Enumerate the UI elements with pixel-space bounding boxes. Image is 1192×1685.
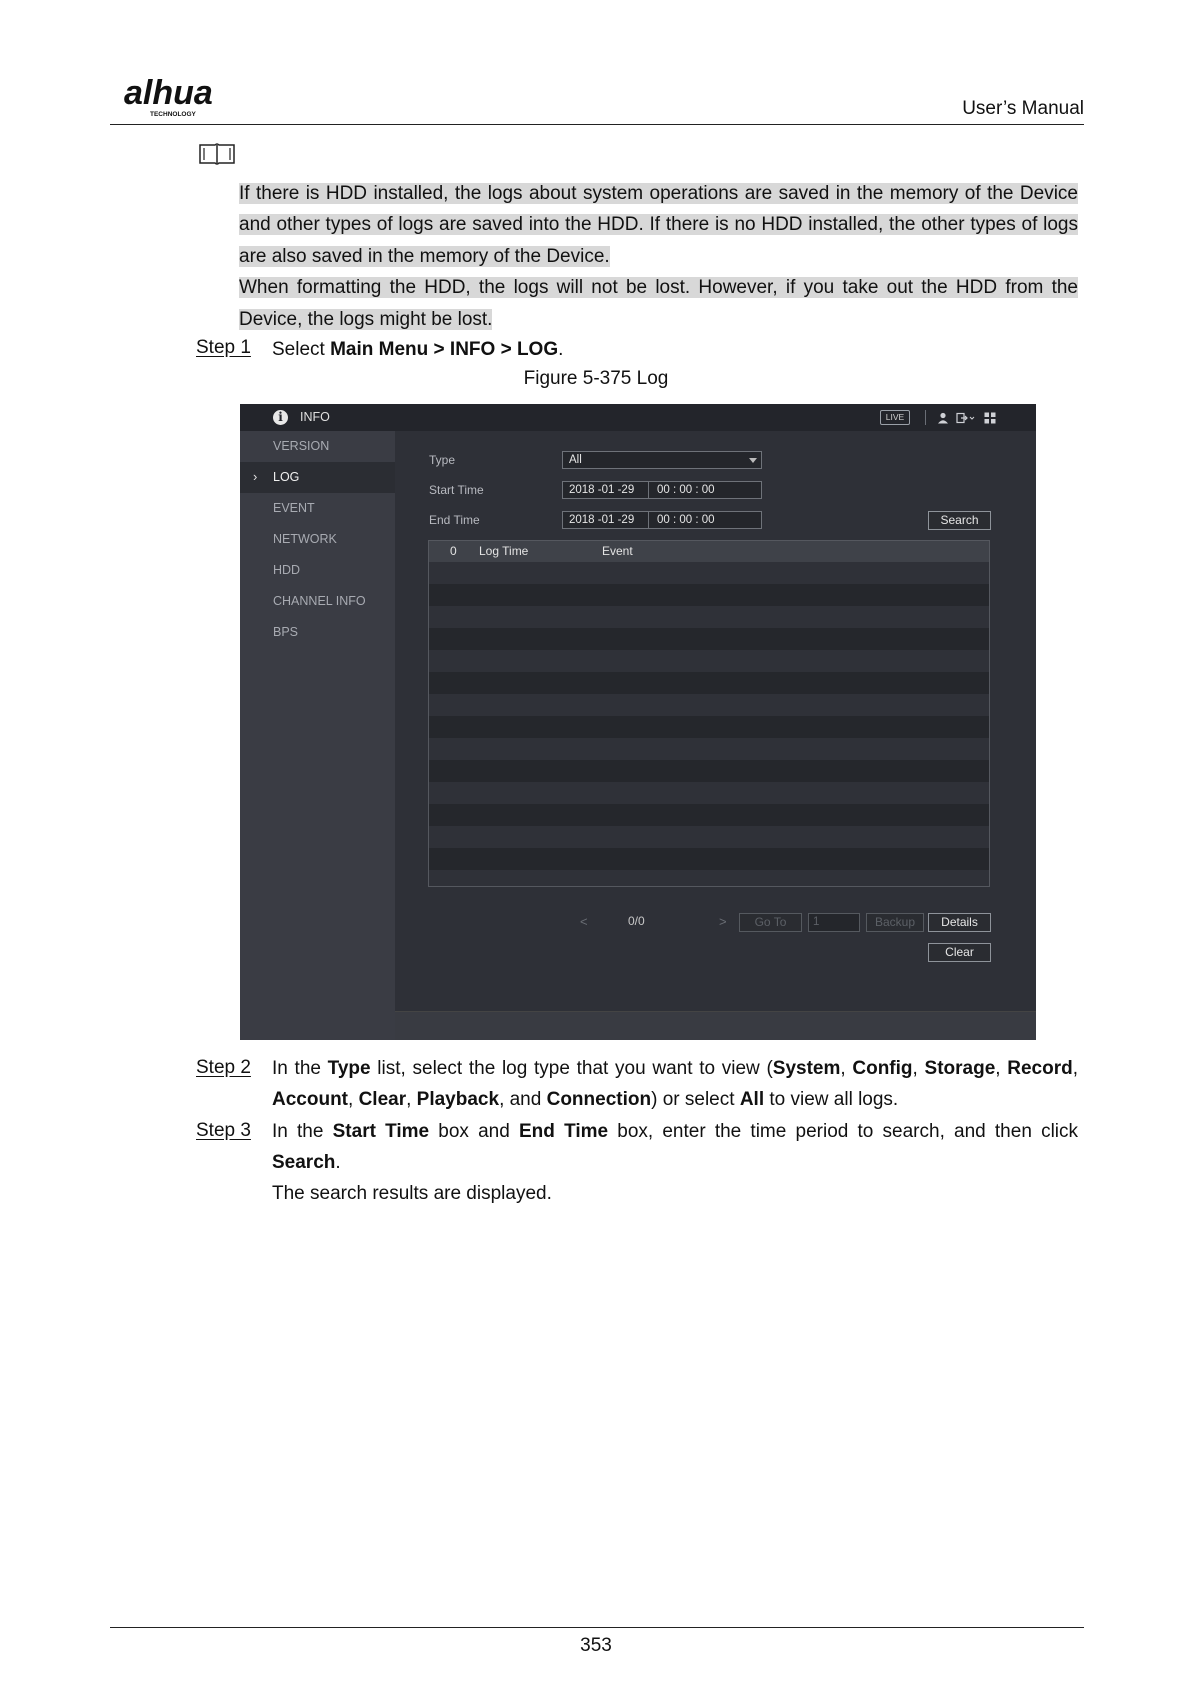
sidebar-item-network[interactable] — [240, 524, 395, 555]
text: , — [840, 1058, 853, 1079]
end-date-value: 2018 -01 -29 — [569, 514, 635, 526]
table-row[interactable] — [429, 760, 989, 782]
bold-term: Type — [327, 1058, 371, 1079]
bold-term: Config — [852, 1058, 913, 1079]
table-row[interactable] — [429, 606, 989, 628]
step-2-label: Step 2 — [196, 1057, 251, 1078]
text: box and — [429, 1121, 519, 1142]
table-row[interactable] — [429, 716, 989, 738]
log-table — [428, 540, 990, 887]
clear-button[interactable]: Clear — [928, 943, 991, 962]
table-row[interactable] — [429, 650, 989, 672]
field-divider — [648, 482, 649, 498]
sidebar-item-hdd[interactable] — [240, 555, 395, 586]
top-bar — [240, 404, 1036, 431]
text: box, enter the time period to search, and then click — [608, 1121, 1079, 1142]
backup-button[interactable]: Backup — [866, 913, 924, 932]
col-log-time[interactable]: Log Time — [479, 544, 529, 558]
page-input-value: 1 — [813, 916, 820, 928]
logo-text: alhua — [124, 74, 213, 112]
col-event[interactable]: Event — [602, 544, 633, 558]
table-row[interactable] — [429, 826, 989, 848]
logo-subtext: TECHNOLOGY — [150, 111, 196, 118]
table-row[interactable] — [429, 584, 989, 606]
chevron-right-icon: › — [253, 469, 258, 484]
sidebar-item-label: HDD — [273, 563, 301, 577]
text: In the — [272, 1121, 333, 1142]
sidebar-item-label: LOG — [273, 470, 300, 484]
note-paragraph-2: When formatting the HDD, the logs will not be lost. However, if you take out the HDD from the Device, the logs might be lost. — [239, 277, 1078, 330]
text: ) or select — [651, 1089, 740, 1111]
live-button[interactable]: LIVE — [880, 410, 910, 425]
sidebar-item-bps[interactable] — [240, 617, 395, 648]
text: In the — [272, 1058, 328, 1079]
topbar-separator — [925, 410, 926, 425]
bold-term: Search — [272, 1152, 336, 1174]
user-icon[interactable] — [937, 411, 949, 423]
table-row[interactable] — [429, 694, 989, 716]
table-row[interactable] — [429, 848, 989, 870]
sidebar — [240, 431, 395, 1040]
step-1-label: Step 1 — [196, 337, 251, 358]
step-1-prefix: Select — [272, 339, 331, 360]
text: , and — [499, 1089, 547, 1111]
end-time-label: End Time — [429, 513, 480, 527]
table-row[interactable] — [429, 738, 989, 760]
sidebar-item-label: NETWORK — [273, 532, 337, 546]
sidebar-item-log[interactable] — [240, 462, 395, 493]
step-3-text — [272, 1116, 1078, 1179]
pager-count: 0/0 — [628, 914, 645, 928]
field-divider — [648, 512, 649, 528]
footer-bar — [395, 1011, 1036, 1040]
type-select[interactable] — [562, 451, 762, 469]
figure-caption: Figure 5-375 Log — [523, 368, 669, 389]
end-clock-value: 00 : 00 : 00 — [657, 514, 715, 526]
table-row[interactable] — [429, 672, 989, 694]
text: , — [1072, 1058, 1078, 1079]
header-rule — [110, 124, 1084, 125]
text: . — [335, 1152, 341, 1174]
sidebar-item-channel-info[interactable] — [240, 586, 395, 617]
sidebar-item-version[interactable] — [240, 431, 395, 462]
note-paragraph-1: If there is HDD installed, the logs about system operations are saved in the memory of the Device and other types of logs are saved into the HDD. If there is no HDD installed, the other types of logs are also saved in the memory of the Device. — [239, 183, 1078, 267]
sidebar-item-label: BPS — [273, 625, 299, 639]
bold-term: Playback — [416, 1089, 500, 1111]
step-3-result: The search results are displayed. — [272, 1183, 552, 1204]
start-date-value: 2018 -01 -29 — [569, 484, 635, 496]
table-header — [429, 541, 989, 562]
sidebar-item-event[interactable] — [240, 493, 395, 524]
info-icon: i — [273, 410, 288, 425]
start-time-label: Start Time — [429, 483, 484, 497]
sidebar-item-label: VERSION — [273, 439, 330, 453]
page-input[interactable] — [808, 913, 860, 932]
table-row[interactable] — [429, 628, 989, 650]
text: , — [406, 1089, 417, 1111]
bold-term: Start Time — [332, 1121, 430, 1142]
manual-title: User’s Manual — [962, 98, 1084, 119]
details-button[interactable]: Details — [928, 913, 991, 932]
bold-term: All — [739, 1089, 765, 1111]
search-button[interactable]: Search — [928, 511, 991, 530]
bold-term: Connection — [546, 1089, 652, 1111]
note-text — [239, 178, 1078, 335]
text: , — [995, 1058, 1008, 1079]
step-2-text — [272, 1053, 1078, 1116]
end-time-input[interactable] — [562, 511, 762, 529]
step-1-text — [272, 334, 1078, 365]
screen-title: INFO — [300, 410, 330, 424]
type-label: Type — [429, 453, 456, 467]
step-1-suffix: . — [558, 339, 564, 360]
start-time-input[interactable] — [562, 481, 762, 499]
bold-term: System — [772, 1058, 841, 1079]
dropdown-arrow-icon — [749, 458, 757, 463]
book-icon — [198, 142, 236, 166]
col-index: 0 — [450, 544, 457, 558]
bold-term: Clear — [358, 1089, 407, 1111]
start-clock-value: 00 : 00 : 00 — [657, 484, 715, 496]
logout-icon[interactable] — [956, 411, 976, 423]
bold-term: Record — [1007, 1058, 1073, 1079]
text: to view all logs. — [764, 1089, 899, 1111]
bold-term: Account — [272, 1089, 348, 1111]
table-row[interactable] — [429, 804, 989, 826]
menu-grid-icon[interactable] — [984, 411, 996, 423]
type-select-value: All — [569, 454, 582, 466]
footer-rule — [110, 1627, 1084, 1628]
bold-term: End Time — [519, 1121, 609, 1142]
table-row[interactable] — [429, 562, 989, 584]
pager-prev-button[interactable]: < — [580, 914, 588, 929]
text: , — [348, 1089, 359, 1111]
step-3-label: Step 3 — [196, 1120, 251, 1141]
page-number: 353 — [580, 1635, 612, 1656]
sidebar-item-label: EVENT — [273, 501, 315, 515]
text: , — [912, 1058, 925, 1079]
table-row[interactable] — [429, 782, 989, 804]
dahua-logo — [122, 74, 252, 120]
step-1-path: Main Menu > INFO > LOG — [330, 339, 559, 360]
text: list, select the log type that you want to view ( — [370, 1058, 773, 1079]
sidebar-item-label: CHANNEL INFO — [273, 594, 366, 608]
pager-next-button[interactable]: > — [719, 914, 727, 929]
goto-button[interactable]: Go To — [739, 913, 802, 932]
bold-term: Storage — [924, 1058, 996, 1079]
